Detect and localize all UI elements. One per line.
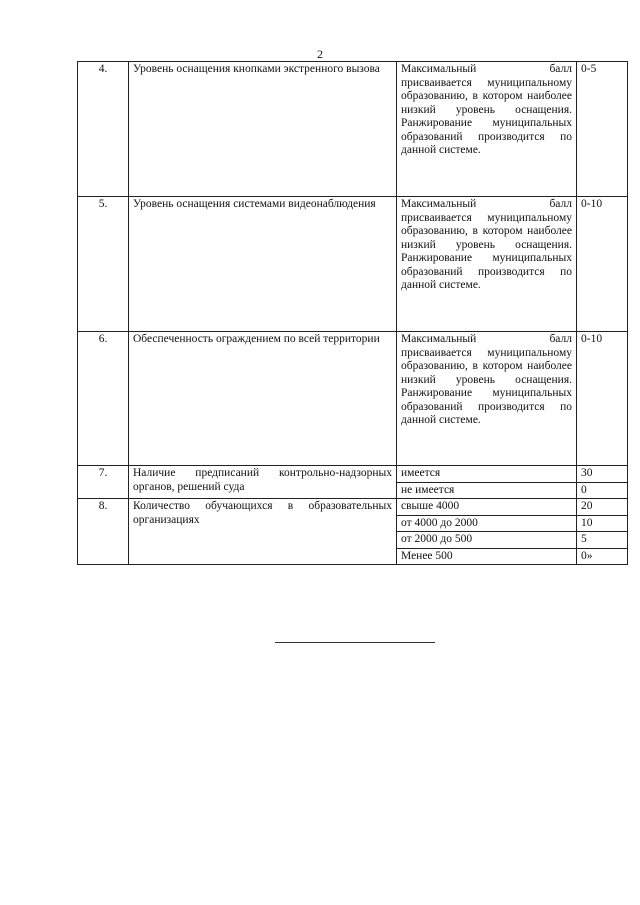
- row-number: 7.: [78, 466, 129, 499]
- criterion-name: Обеспеченность ограждением по всей территории: [129, 332, 397, 466]
- option-condition: не имеется: [397, 482, 577, 499]
- criterion-name: Уровень оснащения системами видеонаблюдения: [129, 197, 397, 332]
- option-score: 10: [577, 515, 628, 532]
- table-row: [78, 197, 628, 332]
- table-row: [78, 466, 628, 483]
- score-range: 0-10: [577, 197, 628, 332]
- criteria-table: [77, 61, 628, 565]
- row-number: 5.: [78, 197, 129, 332]
- row-number: 4.: [78, 62, 129, 197]
- option-condition: Менее 500: [397, 548, 577, 565]
- page-number: 2: [317, 47, 323, 61]
- table-row: [78, 332, 628, 466]
- criterion-name: Наличие предписаний контрольно-надзорных органов, решений суда: [129, 466, 397, 499]
- row-number: 8.: [78, 499, 129, 565]
- score-range: 0-10: [577, 332, 628, 466]
- criterion-name: Количество обучающихся в образовательных организациях: [129, 499, 397, 565]
- option-score: 20: [577, 499, 628, 516]
- row-number: 6.: [78, 332, 129, 466]
- option-condition: от 2000 до 500: [397, 532, 577, 549]
- score-range: 0-5: [577, 62, 628, 197]
- option-score: 0: [577, 482, 628, 499]
- option-score: 5: [577, 532, 628, 549]
- criterion-description: Максимальный балл присваивается муниципальному образованию, в котором наиболее низкий уровень оснащения. Ранжирование муниципальных образований производится по данной системе.: [397, 197, 577, 332]
- criterion-description: Максимальный балл присваивается муниципальному образованию, в котором наиболее низкий уровень оснащения. Ранжирование муниципальных образований производится по данной системе.: [397, 62, 577, 197]
- option-condition: свыше 4000: [397, 499, 577, 516]
- criterion-description: Максимальный балл присваивается муниципальному образованию, в котором наиболее низкий уровень оснащения. Ранжирование муниципальных образований производится по данной системе.: [397, 332, 577, 466]
- table-row: [78, 499, 628, 516]
- table-row: [78, 62, 628, 197]
- option-condition: от 4000 до 2000: [397, 515, 577, 532]
- option-score: 30: [577, 466, 628, 483]
- criterion-name: Уровень оснащения кнопками экстренного вызова: [129, 62, 397, 197]
- option-condition: имеется: [397, 466, 577, 483]
- option-score: 0»: [577, 548, 628, 565]
- footer-divider: [275, 642, 435, 643]
